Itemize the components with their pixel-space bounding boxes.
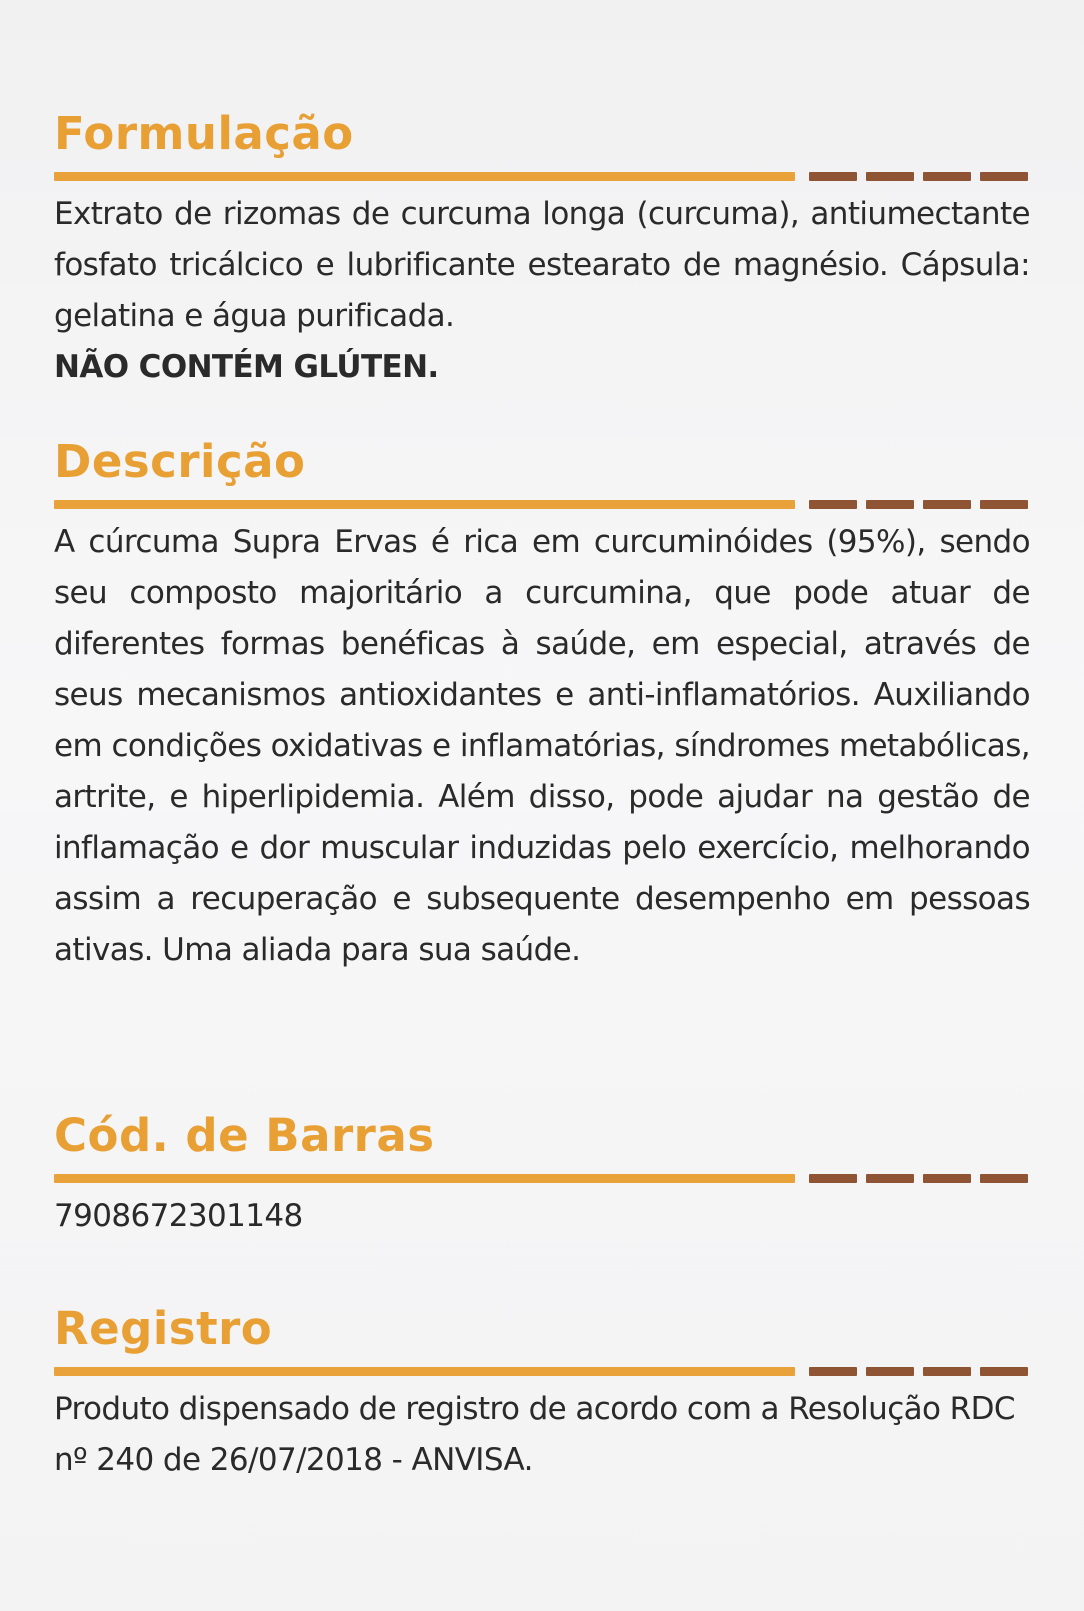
divider-dash <box>809 1367 857 1376</box>
divider-solid-bar <box>54 500 795 509</box>
divider-solid-bar <box>54 172 795 181</box>
divider-dash <box>980 500 1028 509</box>
divider-dash <box>923 172 971 181</box>
divider-solid-bar <box>54 1367 795 1376</box>
divider-dash <box>866 500 914 509</box>
divider-dash <box>923 500 971 509</box>
description-text: A cúrcuma Supra Ervas é rica em curcuminóides (95%), sendo seu composto majoritário a curcumina, que pode atuar de diferentes formas benéficas à saúde, em especial, através de seus mecanismos antioxidantes e anti-inflamatórios. Auxiliando em condições oxidativas e inflamatórias, síndromes metabólicas, artrite, e hiperlipidemia. Além disso, pode ajudar na gestão de inflamação e dor muscular induzidas pelo exercício, melhorando assim a recuperação e subsequente desempenho em pessoas ativas. Uma aliada para sua saúde. <box>54 524 1030 968</box>
divider-dash <box>866 1174 914 1183</box>
description-divider <box>54 500 1030 509</box>
formulation-heading: Formulação <box>54 107 354 160</box>
divider-dash <box>809 172 857 181</box>
divider-dash <box>980 172 1028 181</box>
description-heading: Descrição <box>54 435 306 488</box>
divider-dash <box>866 172 914 181</box>
registration-divider <box>54 1367 1030 1376</box>
divider-dash <box>980 1174 1028 1183</box>
barcode-number: 7908672301148 <box>54 1198 303 1234</box>
divider-solid-bar <box>54 1174 795 1183</box>
formulation-divider <box>54 172 1030 181</box>
formulation-ingredients: Extrato de rizomas de curcuma longa (curcuma), antiumectante fosfato tricálcico e lubrificante estearato de magnésio. Cápsula: gelatina e água purificada. <box>54 196 1030 334</box>
divider-dash <box>809 1174 857 1183</box>
divider-dash <box>923 1367 971 1376</box>
registration-heading: Registro <box>54 1302 273 1355</box>
registration-text: Produto dispensado de registro de acordo com a Resolução RDC nº 240 de 26/07/2018 - ANVISA. <box>54 1391 1015 1478</box>
formulation-section <box>54 108 1030 393</box>
description-section <box>54 436 1030 976</box>
divider-dash <box>809 500 857 509</box>
divider-dash <box>866 1367 914 1376</box>
formulation-text <box>54 189 1030 393</box>
divider-dash <box>923 1174 971 1183</box>
divider-dash <box>980 1367 1028 1376</box>
barcode-heading: Cód. de Barras <box>54 1109 435 1162</box>
barcode-divider <box>54 1174 1030 1183</box>
registration-section <box>54 1303 1030 1486</box>
gluten-free-note: NÃO CONTÉM GLÚTEN. <box>54 349 439 385</box>
barcode-section <box>54 1110 1030 1242</box>
